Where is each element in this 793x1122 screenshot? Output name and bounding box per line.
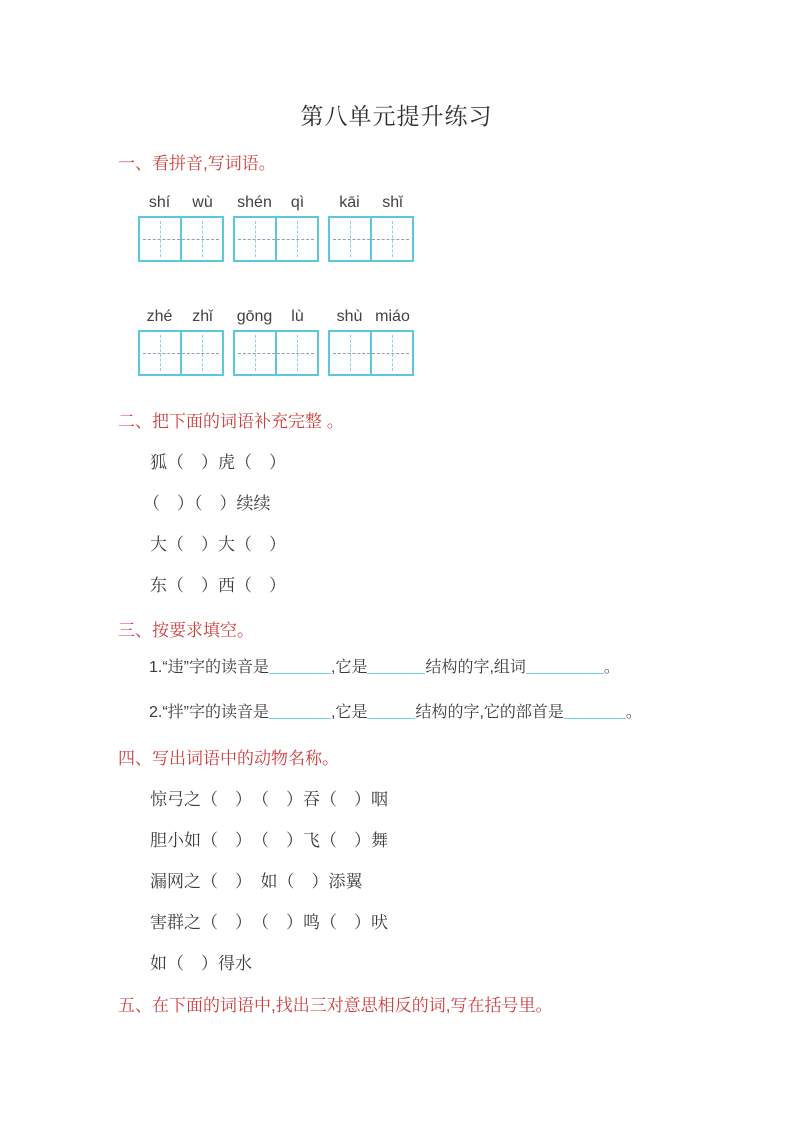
pinyin-syllable: kāi [339, 194, 360, 211]
pinyin-grid-row-2 [138, 308, 423, 376]
pinyin-grid-group [233, 194, 319, 262]
writing-grid-cell [330, 218, 370, 260]
question-text: ,它是 [331, 659, 368, 676]
answer-blank [367, 704, 415, 719]
pinyin-grid-group [328, 194, 414, 262]
answer-blank [269, 704, 331, 719]
writing-grid-cell [275, 332, 317, 374]
writing-grid-cell [370, 218, 412, 260]
writing-grid-cell [235, 332, 275, 374]
writing-grid-block [233, 330, 319, 376]
pinyin-grid-row-1 [138, 194, 423, 262]
question-text: 。 [603, 659, 620, 676]
question-text: 结构的字,组词 [425, 659, 526, 676]
pinyin-grid-group [233, 308, 319, 376]
writing-grid-block [328, 216, 414, 262]
question-text: 结构的字,它的部首是 [415, 704, 564, 721]
question-text: 1.“违”字的读音是 [149, 659, 270, 676]
pinyin-labels [328, 308, 414, 330]
word-completion-line: 东（ ）西（ ） [150, 576, 286, 595]
section-4-heading: 四、写出词语中的动物名称。 [118, 749, 339, 768]
animal-idiom-line: 害群之（ ） （ ）鸣（ ）吠 [150, 913, 388, 932]
pinyin-labels [328, 194, 414, 216]
section-1-heading: 一、看拼音,写词语。 [118, 154, 276, 173]
writing-grid-cell [140, 218, 180, 260]
pinyin-syllable: wù [192, 194, 213, 211]
animal-idiom-line: 惊弓之（ ） （ ）吞（ ）咽 [150, 790, 388, 809]
word-completion-line: 大（ ）大（ ） [150, 535, 286, 554]
pinyin-syllable: zhǐ [192, 308, 213, 325]
fill-blank-question-1 [149, 654, 620, 677]
pinyin-syllable: shí [148, 194, 171, 211]
pinyin-syllable: shǐ [382, 194, 403, 211]
question-text: 。 [625, 704, 642, 721]
pinyin-syllable: miáo [375, 308, 410, 325]
section-5-heading: 五、在下面的词语中,找出三对意思相反的词,写在括号里。 [118, 996, 553, 1015]
pinyin-grid-group [138, 194, 224, 262]
writing-grid-cell [370, 332, 412, 374]
writing-grid-cell [275, 218, 317, 260]
writing-grid-block [328, 330, 414, 376]
pinyin-syllable: gōng [236, 308, 273, 325]
word-completion-line: （ ）（ ）续续 [143, 494, 271, 513]
writing-grid-cell [330, 332, 370, 374]
writing-grid-block [233, 216, 319, 262]
fill-blank-question-2 [149, 699, 642, 722]
answer-blank [367, 659, 425, 674]
question-text: ,它是 [331, 704, 368, 721]
pinyin-labels [233, 194, 319, 216]
section-3-heading: 三、按要求填空。 [118, 621, 254, 640]
pinyin-syllable: qì [290, 194, 305, 211]
page-title: 第八单元提升练习 [300, 103, 493, 129]
pinyin-labels [233, 308, 319, 330]
animal-idiom-line: 如（ ）得水 [150, 954, 252, 973]
pinyin-labels [138, 308, 224, 330]
writing-grid-block [138, 216, 224, 262]
answer-blank [269, 659, 331, 674]
question-text: 2.“拌”字的读音是 [149, 704, 270, 721]
section-2-heading: 二、把下面的词语补充完整 。 [118, 412, 344, 431]
answer-blank [526, 659, 604, 674]
pinyin-labels [138, 194, 224, 216]
pinyin-syllable: shén [237, 194, 272, 211]
animal-idiom-line: 胆小如（ ） （ ）飞（ ）舞 [150, 831, 388, 850]
pinyin-syllable: shù [336, 308, 363, 325]
pinyin-grid-group [328, 308, 414, 376]
pinyin-grid-group [138, 308, 224, 376]
answer-blank [564, 704, 626, 719]
writing-grid-cell [180, 332, 222, 374]
pinyin-syllable: lù [291, 308, 304, 325]
writing-grid-cell [140, 332, 180, 374]
animal-idiom-line: 漏网之（ ） 如（ ）添翼 [150, 872, 363, 891]
writing-grid-cell [235, 218, 275, 260]
pinyin-syllable: zhé [146, 308, 173, 325]
word-completion-line: 狐（ ）虎（ ） [150, 453, 286, 472]
writing-grid-cell [180, 218, 222, 260]
writing-grid-block [138, 330, 224, 376]
